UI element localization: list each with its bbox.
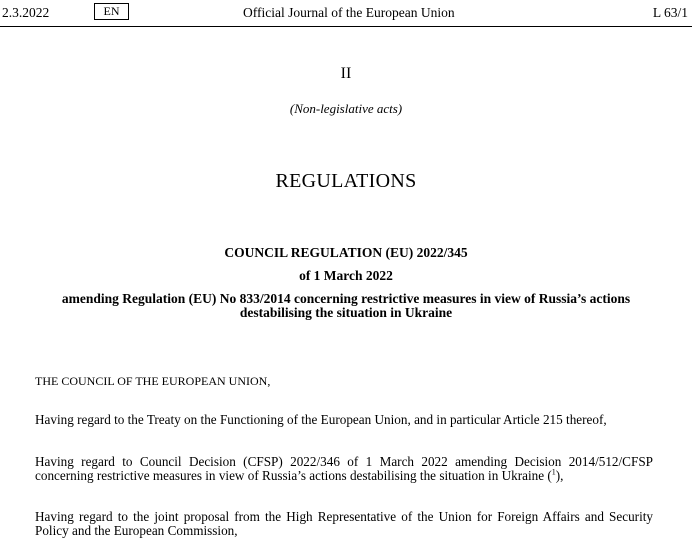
header-divider xyxy=(0,26,692,27)
regulation-subject-line-1: amending Regulation (EU) No 833/2014 concerning restrictive measures in view of Russia’s actions xyxy=(61,291,631,306)
footnote-reference[interactable]: 1 xyxy=(551,467,556,477)
language-badge: EN xyxy=(94,3,129,20)
regulation-date: of 1 March 2022 xyxy=(299,268,393,283)
regulation-subject-line-2: destabilising the situation in Ukraine xyxy=(239,305,453,320)
page-reference: L 63/1 xyxy=(652,5,688,20)
recital-proposal: Having regard to the joint proposal from the High Representative of the Union for Foreign Affairs and Security Policy and the European Commission, xyxy=(35,509,653,538)
part-subtitle: (Non-legislative acts) xyxy=(289,101,403,116)
part-number: II xyxy=(340,65,352,82)
council-heading: THE COUNCIL OF THE EUROPEAN UNION, xyxy=(35,374,271,388)
publication-date: 2.3.2022 xyxy=(2,5,50,20)
recital-decision-end: ), xyxy=(555,468,564,483)
recital-decision-text: Having regard to Council Decision (CFSP) 2022/346 of 1 March 2022 amending Decision 2014/512/CFSP concerning restrictive measures in view of Russia’s actions destabilising the situation in Ukraine ( xyxy=(35,454,653,483)
regulation-subject xyxy=(0,292,692,320)
journal-header xyxy=(0,0,692,26)
recital-decision xyxy=(35,455,653,483)
section-title: REGULATIONS xyxy=(275,170,417,192)
journal-title: Official Journal of the European Union xyxy=(243,5,455,20)
regulation-number: COUNCIL REGULATION (EU) 2022/345 xyxy=(224,245,468,260)
recital-treaty: Having regard to the Treaty on the Functioning of the European Union, and in particular Article 215 thereof, xyxy=(35,412,607,427)
